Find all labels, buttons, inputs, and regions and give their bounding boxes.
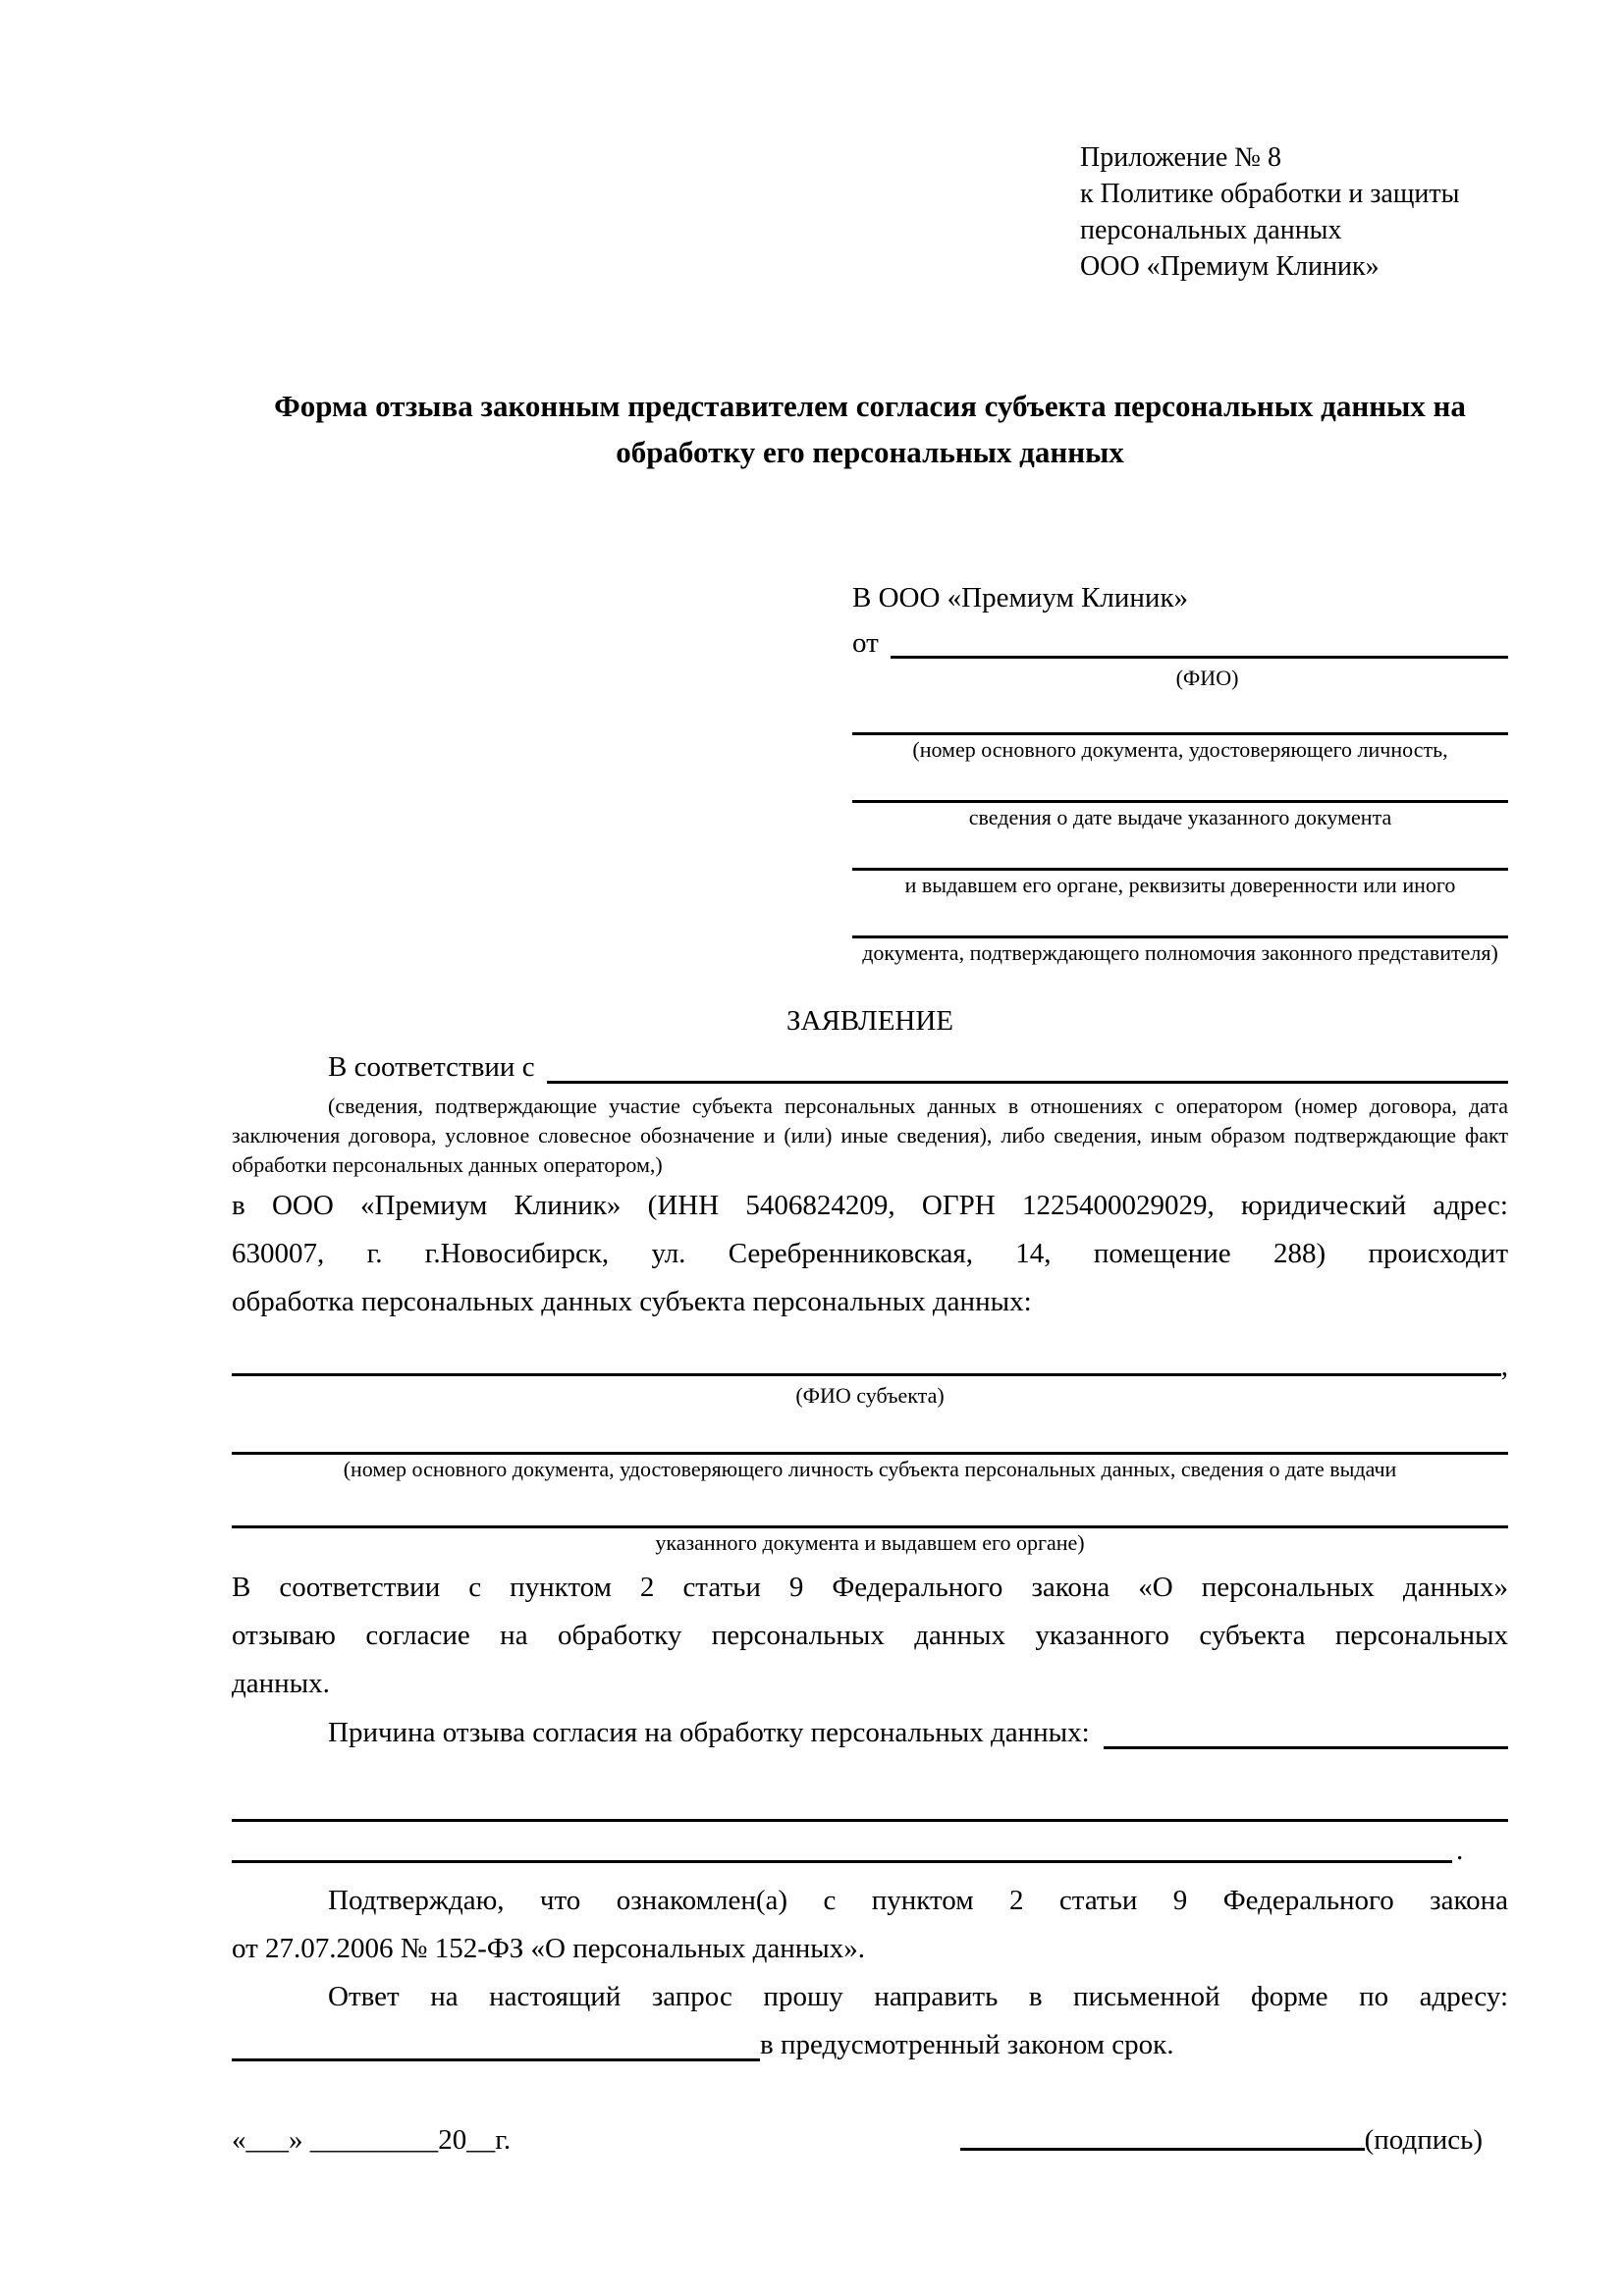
intro-blank-line: [547, 1045, 1508, 1084]
from-blank-line: [891, 622, 1508, 659]
intro-label: В соответствии с: [328, 1051, 535, 1083]
confirm-paragraph-line: Подтверждаю, что ознакомлен(а) с пунктом 2 статьи 9 Федерального закона: [328, 1885, 1508, 1916]
subject-fio-suffix: ,: [1500, 1351, 1508, 1382]
intro-caption-line: обработки персональных данных оператором,): [232, 1152, 663, 1177]
representative-doc-caption: (номер основного документа, удостоверяющего личность,: [912, 737, 1448, 762]
appendix-line: персональных данных: [1080, 215, 1342, 245]
withdraw-paragraph-line: отзываю согласие на обработку персональных данных указанного субъекта персональных: [232, 1620, 1508, 1651]
subject-doc-caption: указанного документа и выдавшем его органе): [655, 1530, 1085, 1555]
addressee-block: [852, 577, 1508, 968]
reason-blank-suffix: .: [1456, 1835, 1464, 1866]
date-field: «___» _________20__г.: [232, 2124, 512, 2156]
from-label: от: [852, 627, 879, 659]
withdraw-paragraph-line: В соответствии с пунктом 2 статьи 9 Федерального закона «О персональных данных»: [232, 1572, 1508, 1603]
appendix-line: Приложение № 8: [1080, 142, 1281, 173]
signature-blank-line: [960, 2148, 1365, 2151]
appendix-line: к Политике обработки и защиты: [1080, 179, 1460, 209]
intro-line: [232, 1045, 1508, 1089]
withdraw-paragraph: [232, 1564, 1508, 1708]
reason-label: Причина отзыва согласия на обработку персональных данных:: [328, 1717, 1090, 1748]
appendix-block: [1080, 139, 1512, 285]
representative-doc-blank-line: [852, 693, 1508, 735]
subject-doc-blank-line: [232, 1484, 1508, 1528]
operator-paragraph-line: обработка персональных данных субъекта персональных данных:: [232, 1286, 1032, 1317]
subject-fio-caption: (ФИО субъекта): [795, 1383, 945, 1408]
intro-caption-line: заключения договора, условное словесное обозначение и (или) иные сведения), либо сведения, иным образом подтверждающие факт: [232, 1123, 1508, 1148]
addressee-to: В ООО «Премиум Клиник»: [852, 582, 1189, 614]
addressee-from-line: [852, 622, 1508, 664]
reply-address-blank-line: [232, 2021, 760, 2061]
appendix-line: ООО «Премиум Клиник»: [1080, 251, 1380, 282]
subject-doc-blank-line: [232, 1411, 1508, 1455]
representative-doc-blank-line: [852, 832, 1508, 871]
reply-paragraph: Ответ на настоящий запрос прошу направить в письменной форме по адресу:: [328, 1981, 1508, 2012]
intro-caption-line: (сведения, подтверждающие участие субъекта персональных данных в отношениях с оператором (номер договора, дата: [328, 1094, 1508, 1118]
reason-blank-line: [1104, 1708, 1508, 1749]
reason-blank-line-full: [232, 1758, 1508, 1822]
statement-heading: ЗАЯВЛЕНИЕ: [785, 1005, 954, 1037]
reply-address-line: [232, 2021, 1508, 2069]
representative-doc-blank-line: [852, 765, 1508, 803]
subject-fio-line: [232, 1340, 1508, 1381]
signature-caption: (подпись): [1364, 2124, 1483, 2156]
confirm-paragraph-line: от 27.07.2006 № 152-ФЗ «О персональных данных».: [232, 1933, 866, 1964]
subject-fio-blank-line: [232, 1340, 1501, 1376]
representative-doc-caption: и выдавшем его органе, реквизиты доверенности или иного: [904, 873, 1456, 897]
form-title: Форма отзыва законным представителем согласия субъекта персональных данных на обработку его персональных данных: [274, 389, 1466, 469]
intro-caption: [232, 1092, 1508, 1180]
representative-doc-caption: документа, подтверждающего полномочия законного представителя): [862, 940, 1498, 965]
subject-doc-caption: (номер основного документа, удостоверяющего личность субъекта персональных данных, сведения о дате выдачи: [343, 1457, 1397, 1481]
operator-paragraph-line: 630007, г. г.Новосибирск, ул. Серебренниковская, 14, помещение 288) происходит: [232, 1238, 1508, 1269]
reason-blank-rule: [232, 1822, 1452, 1863]
operator-paragraph: [232, 1182, 1508, 1326]
operator-paragraph-line: в ООО «Премиум Клиник» (ИНН 5406824209, ОГРН 1225400029029, юридический адрес:: [232, 1190, 1508, 1221]
signature-block: [960, 2124, 1483, 2157]
reason-line: [232, 1708, 1508, 1758]
reason-blank-line-full: [232, 1822, 1508, 1866]
reply-suffix: в предусмотренный законом срок.: [760, 2029, 1174, 2060]
confirm-paragraph: [232, 1877, 1508, 1973]
fio-caption: (ФИО): [1175, 666, 1239, 690]
withdraw-paragraph-line: данных.: [232, 1668, 330, 1699]
representative-doc-caption: сведения о дате выдаче указанного документа: [968, 805, 1392, 829]
representative-doc-blank-line: [852, 900, 1508, 938]
footer: [232, 2124, 1508, 2157]
